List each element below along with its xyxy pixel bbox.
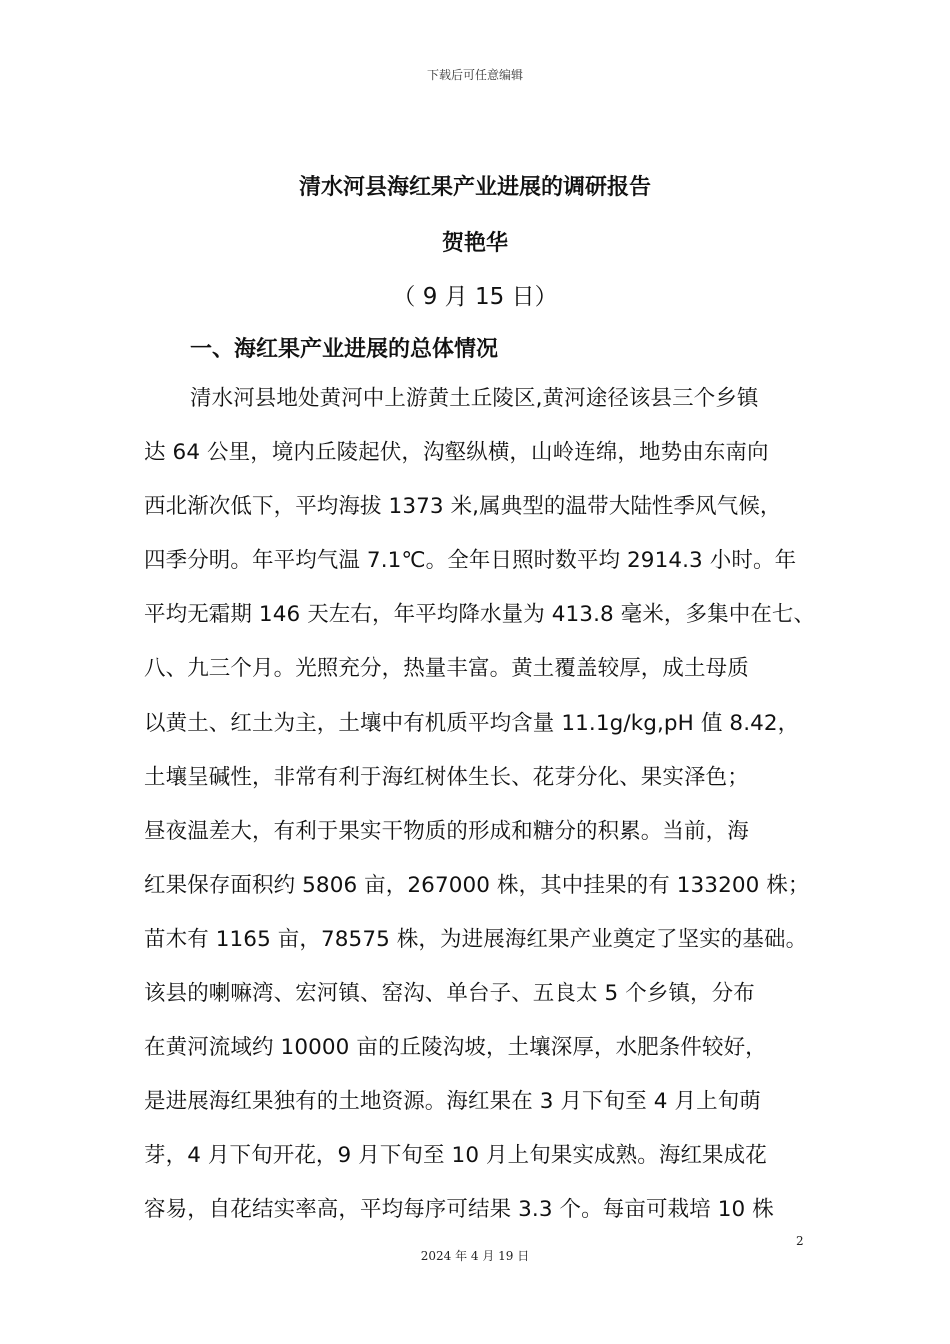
footer-date: 2024 年 4 月 19 日	[420, 1249, 530, 1263]
body-line: 是进展海红果独有的土地资源。海红果在 3 月下旬至 4 月上旬萌	[144, 1089, 761, 1115]
body-line: 四季分明。年平均气温 7.1℃。全年日照时数平均 2914.3 小时。年	[144, 548, 797, 574]
body-line: 达 64 公里，境内丘陵起伏，沟壑纵横，山岭连绵，地势由东南向	[144, 440, 769, 466]
body-line: 红果保存面积约 5806 亩，267000 株，其中挂果的有 133200 株；	[144, 872, 810, 898]
body-line: 容易，自花结实率高，平均每序可结果 3.3 个。每亩可栽培 10 株	[144, 1197, 774, 1223]
body-line: 八、九三个月。光照充分，热量丰富。黄土覆盖较厚，成土母质	[144, 656, 749, 682]
body-line: 清水河县地处黄河中上游黄土丘陵区,黄河途径该县三个乡镇	[190, 386, 759, 411]
body-line: 在黄河流域约 10000 亩的丘陵沟坡，土壤深厚，水肥条件较好，	[144, 1035, 767, 1061]
body-line: 芽，4 月下旬开花，9 月下旬至 10 月上旬果实成熟。海红果成花	[144, 1143, 767, 1169]
body-line: 昼夜温差大，有利于果实干物质的形成和糖分的积累。当前，海	[144, 818, 749, 844]
body-paragraph	[144, 380, 824, 1246]
body-line: 西北渐次低下，平均海拔 1373 米,属典型的温带大陆性季风气候，	[144, 494, 782, 520]
body-line: 该县的喇嘛湾、宏河镇、窑沟、单台子、五良太 5 个乡镇，分布	[144, 981, 755, 1007]
body-line: 平均无霜期 146 天左右，年平均降水量为 413.8 毫米，多集中在七、	[144, 602, 816, 628]
body-line: 以黄土、红土为主，土壤中有机质平均含量 11.1g/kg,pH 值 8.42，	[144, 710, 800, 736]
document-title: 清水河县海红果产业进展的调研报告	[298, 175, 651, 200]
page-number: 2	[796, 1234, 804, 1248]
document-date: （ 9 月 15 日）	[392, 284, 558, 310]
section-heading: 一、海红果产业进展的总体情况	[190, 337, 499, 362]
header-note: 下载后可任意编辑	[426, 68, 523, 82]
author-name: 贺艳华	[441, 231, 508, 256]
body-line: 土壤呈碱性，非常有利于海红树体生长、花芽分化、果实泽色；	[144, 764, 749, 790]
body-line: 苗木有 1165 亩，78575 株，为进展海红果产业奠定了坚实的基础。	[144, 926, 808, 952]
